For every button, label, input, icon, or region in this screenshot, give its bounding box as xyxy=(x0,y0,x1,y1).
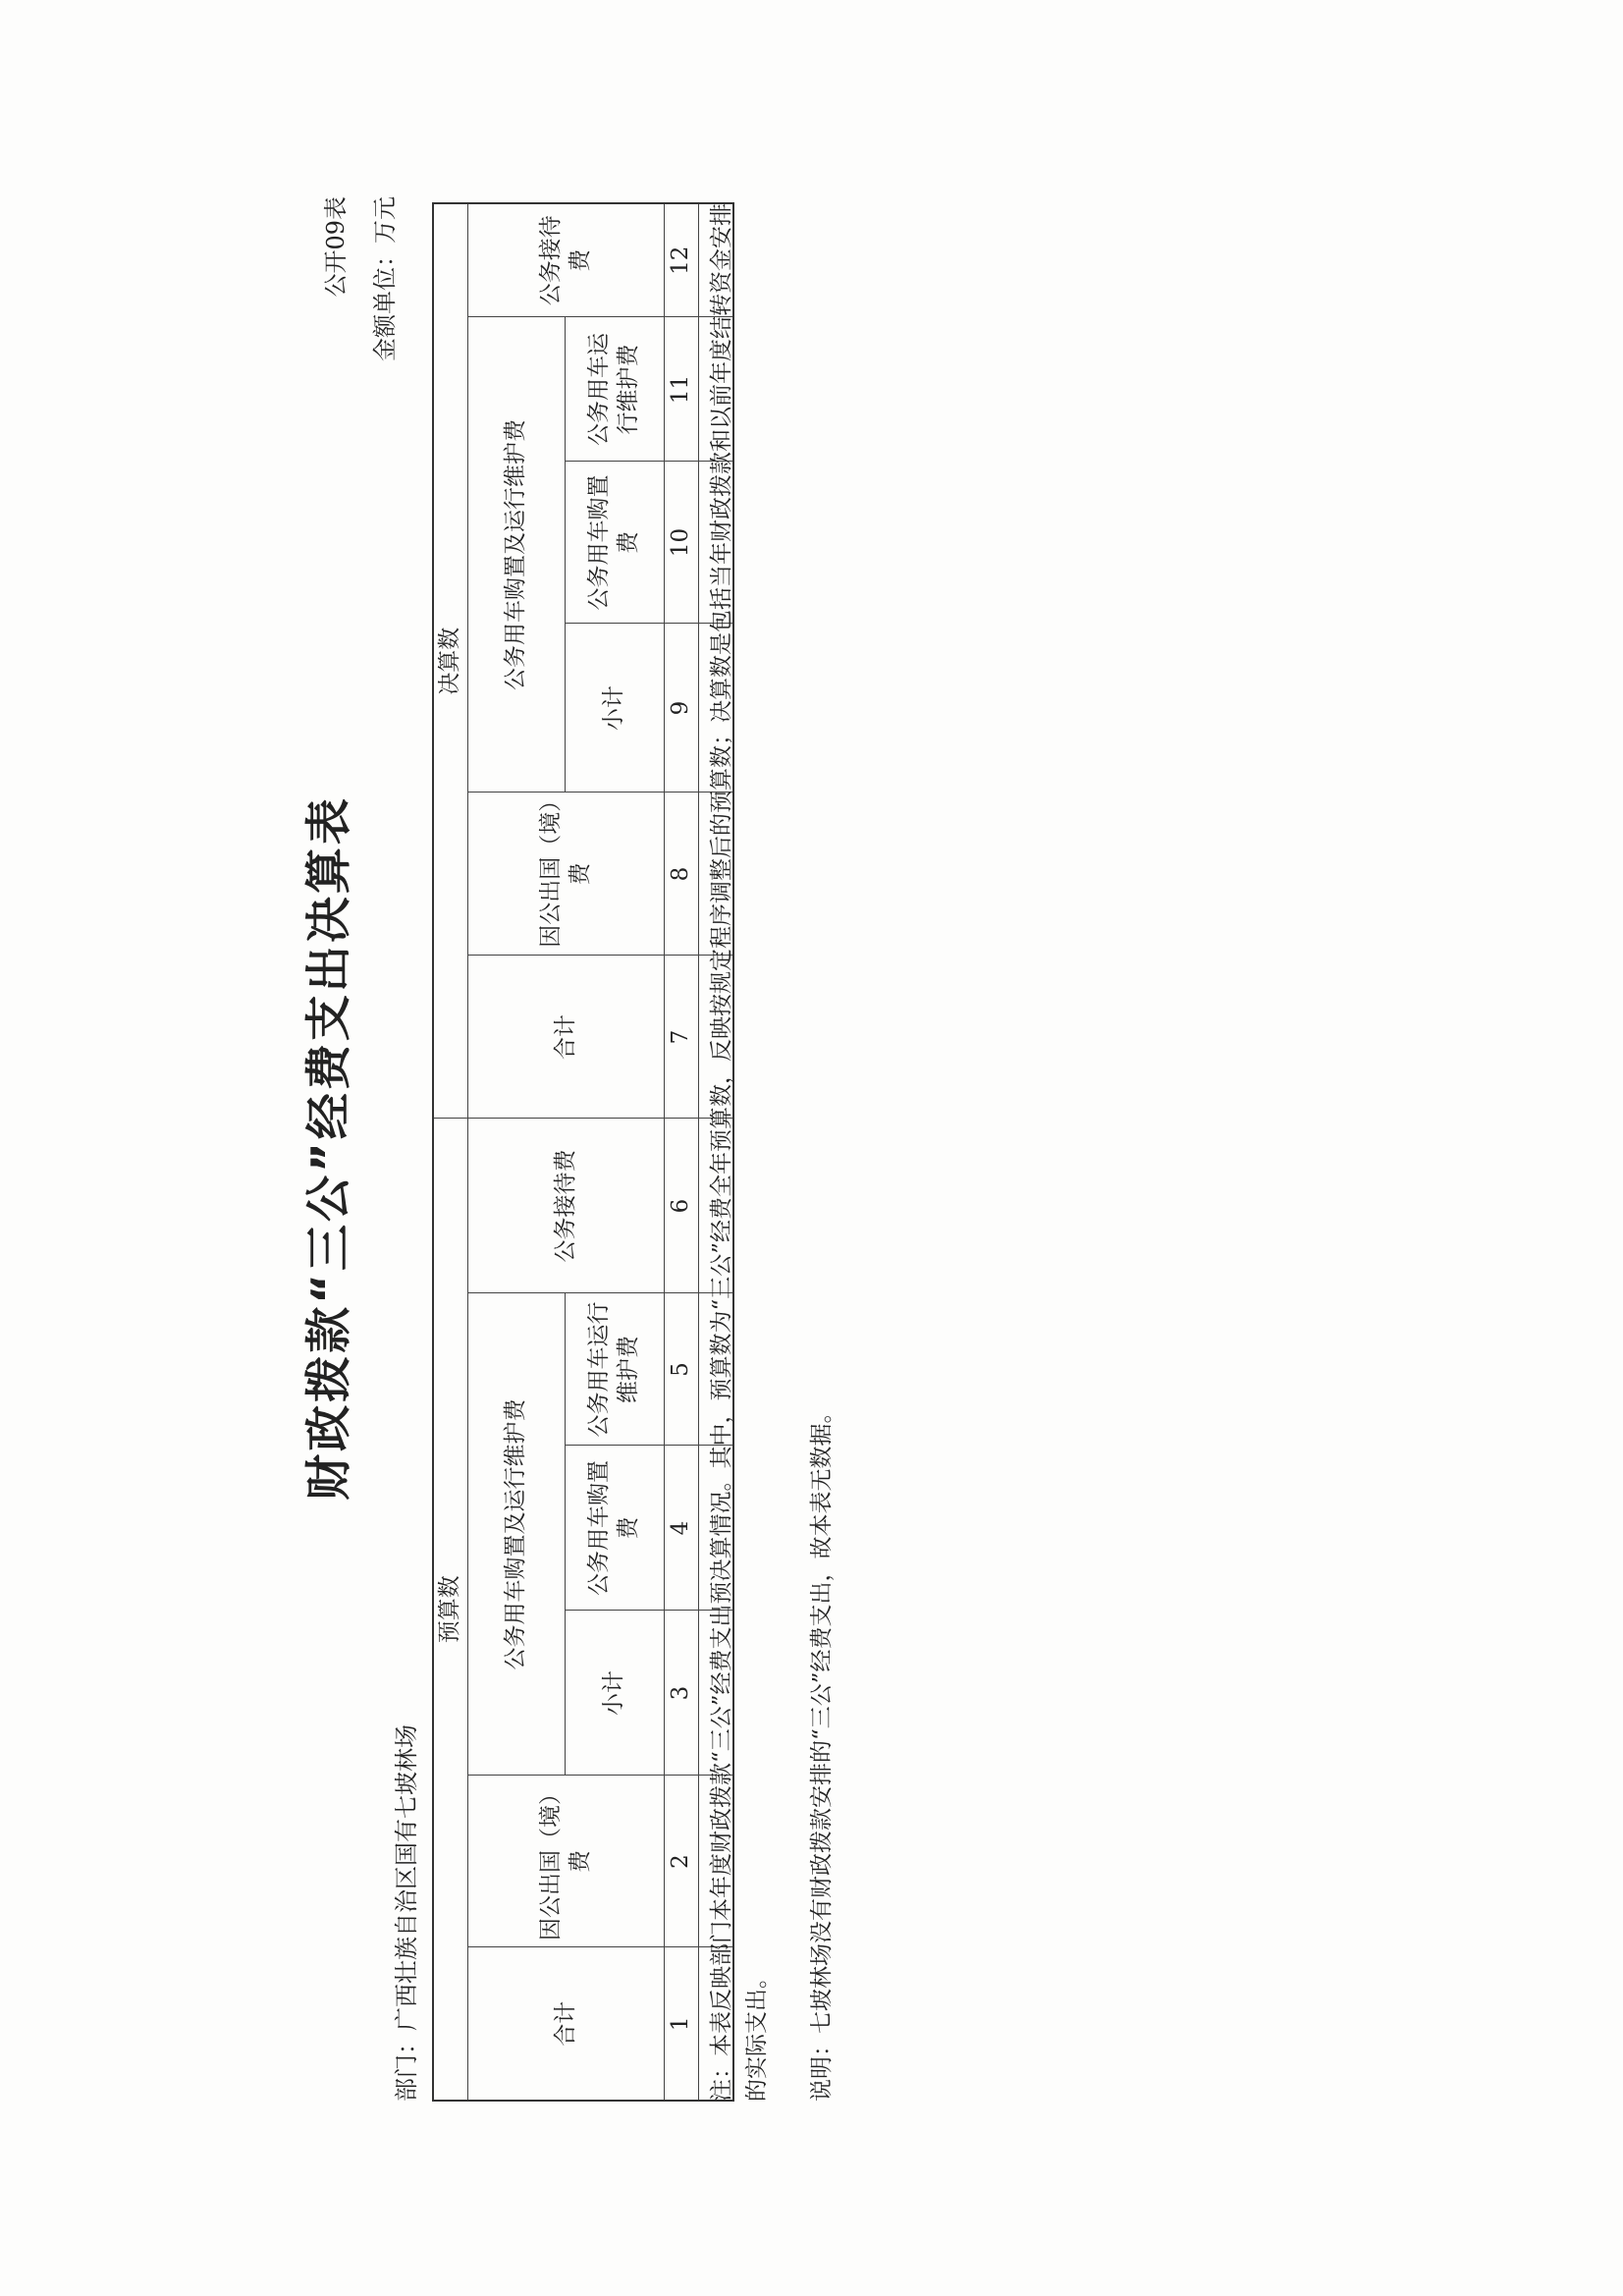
header-budget-vehicle-operation: 公务用车运行维护费 xyxy=(566,1293,665,1446)
table-explanation: 说明：七坡林场没有财政拨款安排的“三公”经费支出，故本表无数据。 xyxy=(809,1400,835,2102)
header-final-vehicle-purchase: 公务用车购置费 xyxy=(566,462,665,624)
header-final-vehicle-operation: 公务用车运行维护费 xyxy=(566,317,665,462)
col-number: 10 xyxy=(665,462,699,624)
header-budget-reception: 公务接待费 xyxy=(468,1119,665,1293)
form-code: 公开09表 xyxy=(322,196,350,298)
col-number: 8 xyxy=(665,793,699,956)
header-final-total: 合计 xyxy=(468,956,665,1119)
col-number: 2 xyxy=(665,1776,699,1947)
col-number: 3 xyxy=(665,1611,699,1776)
table-note: 注：本表反映部门本年度财政拨款“三公”经费支出预决算情况。其中，预算数为“三公”经费全年预算数，反映按规定程序调整后的预算数；决算数是包括当年财政拨款和以前年度结转资金安排的实际支出。 xyxy=(709,202,770,2102)
header-final-abroad: 因公出国（境）费 xyxy=(468,793,665,956)
header-final-subtotal: 小计 xyxy=(566,624,665,793)
col-number: 6 xyxy=(665,1119,699,1293)
col-number: 5 xyxy=(665,1293,699,1446)
header-budget-total: 合计 xyxy=(468,1947,665,2101)
col-number: 4 xyxy=(665,1446,699,1611)
header-final-vehicle-group: 公务用车购置及运行维护费 xyxy=(468,317,566,793)
col-number: 7 xyxy=(665,956,699,1119)
page-title: 财政拨款“三公”经费支出决算表 xyxy=(302,795,356,1501)
col-number: 11 xyxy=(665,317,699,462)
header-budget-vehicle-purchase: 公务用车购置费 xyxy=(566,1446,665,1611)
amount-unit: 金额单位：万元 xyxy=(371,196,399,361)
header-budget-subtotal: 小计 xyxy=(566,1611,665,1776)
three-public-expenses-table xyxy=(432,202,734,2102)
header-budget-abroad: 因公出国（境）费 xyxy=(468,1776,665,1947)
department-label: 部门：广西壮族自治区国有七坡林场 xyxy=(393,1724,420,2102)
col-number: 9 xyxy=(665,624,699,793)
header-final-reception: 公务接待费 xyxy=(468,203,665,317)
header-budget-group: 预算数 xyxy=(433,1119,468,2101)
col-number: 12 xyxy=(665,203,699,317)
header-final-group: 决算数 xyxy=(433,203,468,1119)
col-number: 1 xyxy=(665,1947,699,2101)
header-budget-vehicle-group: 公务用车购置及运行维护费 xyxy=(468,1293,566,1776)
